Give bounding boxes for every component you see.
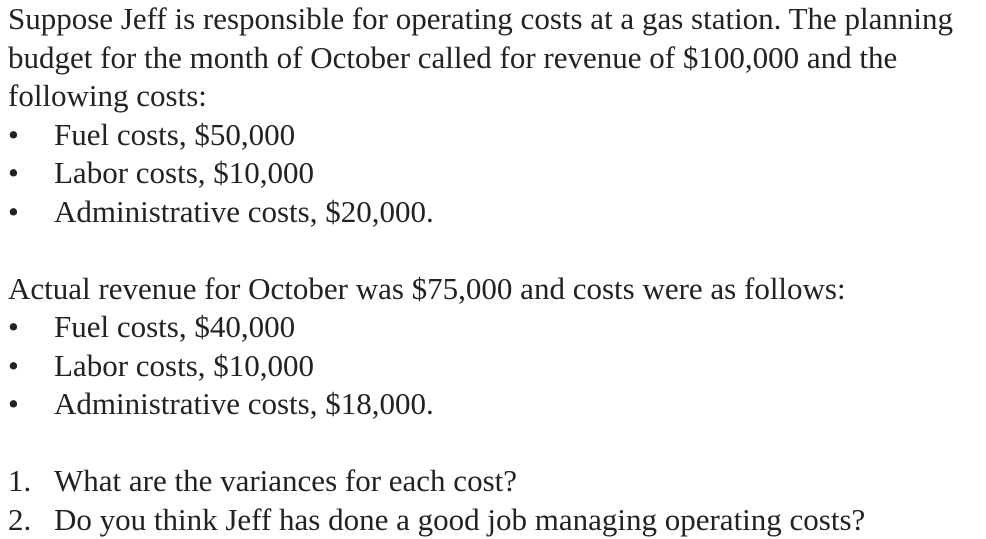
actual-intro-paragraph: Actual revenue for October was $75,000 and costs were as follows: <box>8 270 983 309</box>
list-item <box>8 154 983 193</box>
list-item <box>8 385 983 424</box>
intro-paragraph: Suppose Jeff is responsible for operating costs at a gas station. The planning budget for the month of October called for revenue of $100,000 and the following costs: <box>8 0 983 116</box>
list-item-text: Fuel costs, $50,000 <box>54 117 295 152</box>
bullet-marker: • <box>8 385 28 424</box>
list-item <box>8 193 983 232</box>
question-text: What are the variances for each cost? <box>54 463 517 498</box>
bullet-marker: • <box>8 193 28 232</box>
actual-costs-list <box>8 308 983 424</box>
spacer <box>8 231 983 270</box>
list-item <box>8 308 983 347</box>
question-number: 2. <box>8 501 31 539</box>
document-body <box>8 0 983 539</box>
question-number: 1. <box>8 462 31 501</box>
list-item-text: Fuel costs, $40,000 <box>54 309 295 344</box>
list-item <box>8 347 983 386</box>
question-text: Do you think Jeff has done a good job managing operating costs? <box>54 502 865 537</box>
list-item-text: Labor costs, $10,000 <box>54 155 314 190</box>
list-item <box>8 116 983 155</box>
question-item <box>8 462 983 501</box>
bullet-marker: • <box>8 308 28 347</box>
list-item-text: Administrative costs, $18,000. <box>54 386 434 421</box>
bullet-marker: • <box>8 154 28 193</box>
list-item-text: Labor costs, $10,000 <box>54 348 314 383</box>
question-item <box>8 501 983 539</box>
budget-costs-list <box>8 116 983 232</box>
spacer <box>8 424 983 463</box>
list-item-text: Administrative costs, $20,000. <box>54 194 434 229</box>
bullet-marker: • <box>8 116 28 155</box>
bullet-marker: • <box>8 347 28 386</box>
questions-list <box>8 462 983 539</box>
